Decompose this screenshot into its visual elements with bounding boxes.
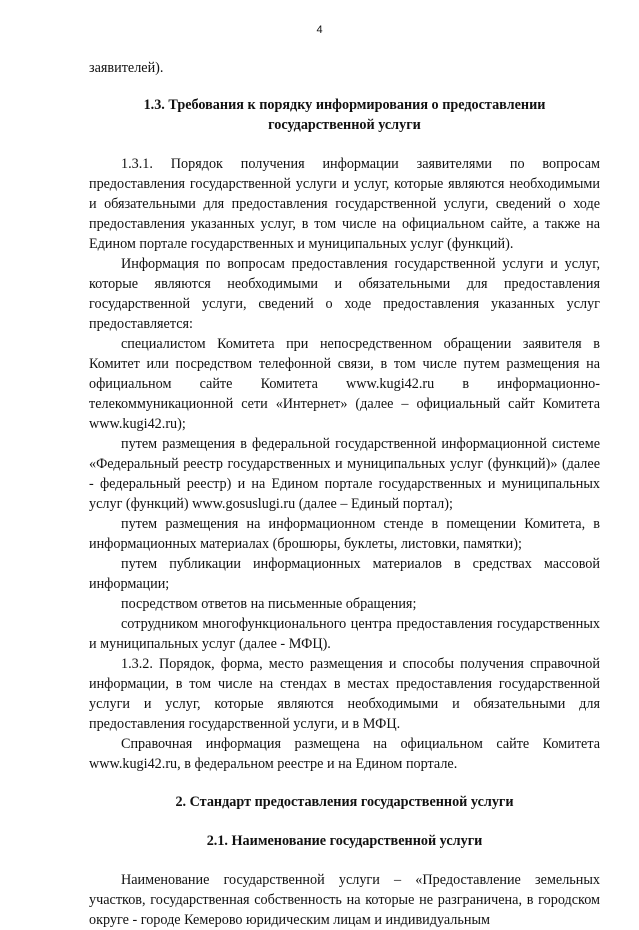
section-heading-2-1: 2.1. Наименование государственной услуги [206, 833, 483, 849]
paragraph-1-3-1: 1.3.1. Порядок получения информации заявителями по вопросам предоставления государственной услуги и услуг, которые являются необходимыми и обязательными для предоставления государственной услуги, сведений о ходе предоставления указанных услуг, в том числе на официальном сайте, а также на Едином портале государственных и муниципальных услуг (функций). [89, 156, 600, 252]
paragraph-1-3-2: 1.3.2. Порядок, форма, место размещения и способы получения справочной информации, в том числе на стендах в местах предоставления государственной услуги и услуг, которые являются необходимыми и обязательными для предоставления государственной услуги, и в МФЦ. [89, 656, 600, 732]
paragraph-mfc: сотрудником многофункционального центра предоставления государственных и муниципальных услуг (далее - МФЦ). [89, 616, 600, 652]
paragraph-media: путем публикации информационных материалов в средствах массовой информации; [89, 556, 600, 592]
document-body [89, 58, 600, 930]
paragraph-info-stand: путем размещения на информационном стенде в помещении Комитета, в информационных материалах (брошюры, буклеты, листовки, памятки); [89, 516, 600, 552]
paragraph-written-answers: посредством ответов на письменные обращения; [121, 596, 417, 612]
page-number: 4 [316, 24, 323, 36]
paragraph-reference-info: Справочная информация размещена на официальном сайте Комитета www.kugi42.ru, в федеральном реестре и на Едином портале. [89, 736, 600, 772]
continuation-text: заявителей). [89, 60, 164, 76]
paragraph-federal-system: путем размещения в федеральной государственной информационной системе «Федеральный реестр государственных и муниципальных услуг (функций)» (далее - федеральный реестр) и на Едином портале государственных и муниципальных услуг (функций) www.gosuslugi.ru (далее – Единый портал); [89, 436, 600, 512]
paragraph-info-provision: Информация по вопросам предоставления государственной услуги и услуг, которые являются необходимыми и обязательными для предоставления государственной услуги, сведений о ходе предоставления указанных услуг предоставляется: [89, 256, 600, 332]
section-heading-1-3: 1.3. Требования к порядку информирования о предоставлении государственной услуги [143, 97, 546, 133]
paragraph-specialist: специалистом Комитета при непосредственном обращении заявителя в Комитет или посредством телефонной связи, в том числе путем размещения на официальном сайте Комитета www.kugi42.ru в информационно-телекоммуникационной сети «Интернет» (далее – официальный сайт Комитета www.kugi42.ru); [89, 336, 600, 432]
section-heading-2: 2. Стандарт предоставления государственной услуги [175, 794, 514, 810]
paragraph-service-name: Наименование государственной услуги – «Предоставление земельных участков, государственная собственность на которые не разграничена, в городском округе - городе Кемерово юридическим лицам и индивидуальным [89, 872, 600, 928]
